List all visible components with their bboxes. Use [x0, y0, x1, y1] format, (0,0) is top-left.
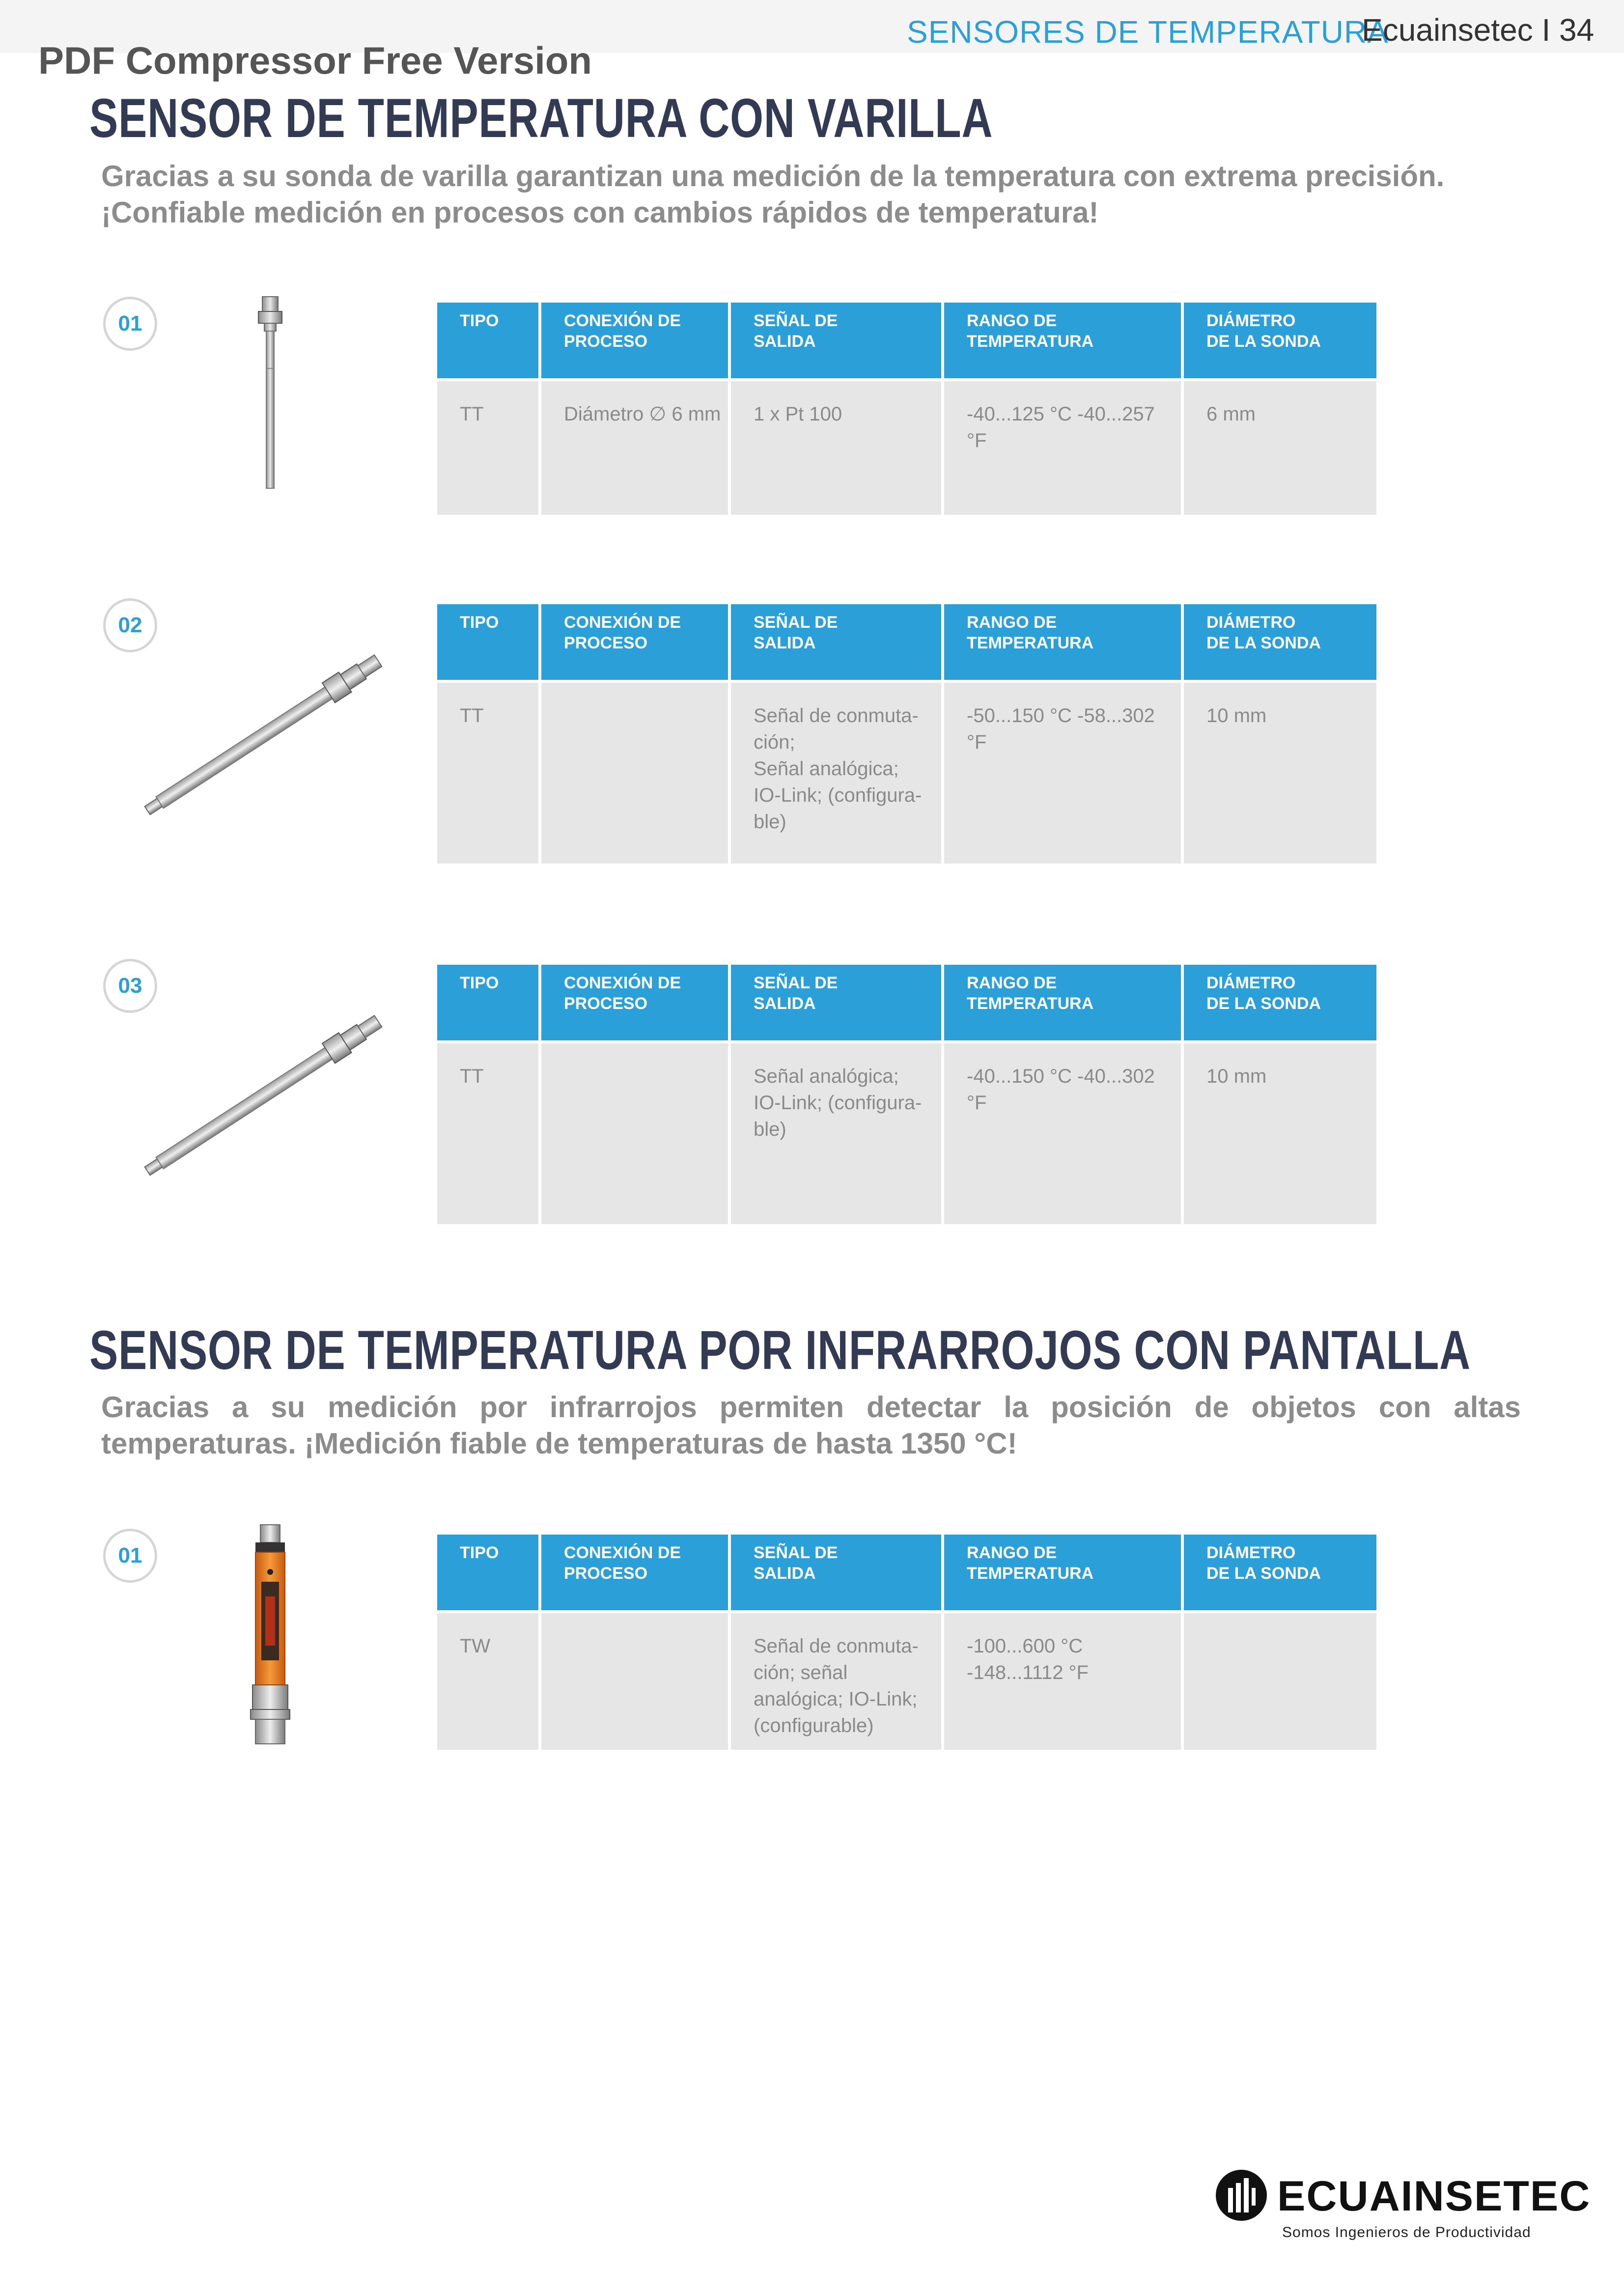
- header-text: DE LA SONDA: [1206, 332, 1321, 351]
- header-text: TEMPERATURA: [967, 332, 1094, 351]
- cell-line: °F: [967, 731, 987, 753]
- header-senal: [731, 604, 941, 680]
- header-text: PROCESO: [564, 332, 648, 351]
- header-rango: [944, 303, 1181, 378]
- cell-conexion: [541, 683, 728, 864]
- cell-line: Señal analógica;: [754, 758, 899, 780]
- cell-line: -100...600 °C: [967, 1635, 1083, 1657]
- header-conexion: [541, 1535, 728, 1610]
- cell-line: ción; señal: [754, 1662, 848, 1683]
- product-badge: 01: [103, 297, 157, 351]
- header-text: DIÁMETRO: [1206, 974, 1296, 992]
- header-rango: [944, 604, 1181, 680]
- cell-tipo: TT: [437, 1043, 538, 1224]
- logo-mark-icon: [1214, 2168, 1268, 2222]
- header-text: TEMPERATURA: [967, 1564, 1094, 1583]
- header-text: RANGO DE: [967, 974, 1057, 992]
- cell-diametro: 10 mm: [1184, 1043, 1376, 1224]
- infrared-sensor-image: [236, 1523, 305, 1749]
- cell-line: 1 x Pt 100: [754, 403, 842, 425]
- header-text: DIÁMETRO: [1206, 1543, 1296, 1562]
- product-table: [437, 604, 1376, 864]
- company-logo: [1214, 2163, 1591, 2252]
- header-senal: [731, 1535, 941, 1610]
- table-row: [437, 381, 1376, 515]
- header-text: SALIDA: [754, 634, 816, 652]
- cell-line: -148...1112 °F: [967, 1662, 1089, 1683]
- rod-sensor-image: [138, 984, 403, 1181]
- cell-rango: [944, 683, 1181, 864]
- header-text: RANGO DE: [967, 311, 1057, 330]
- product-badge: 01: [103, 1529, 157, 1583]
- product-badge: 02: [103, 598, 157, 652]
- table-row: [437, 1613, 1376, 1750]
- cell-line: ción;: [754, 731, 795, 753]
- cell-line: IO-Link; (configura-: [754, 784, 922, 806]
- header-text: SALIDA: [754, 994, 816, 1013]
- header-text: DIÁMETRO: [1206, 613, 1296, 632]
- product-table: [437, 1535, 1376, 1750]
- cell-diametro: [1184, 1613, 1376, 1750]
- cell-line: °F: [967, 1092, 987, 1114]
- header-page-number: Ecuainsetec I 34: [1362, 12, 1595, 48]
- table-header-row: [437, 604, 1376, 680]
- cell-senal: [731, 683, 941, 864]
- cell-line: ble): [754, 1119, 786, 1140]
- header-senal: [731, 965, 941, 1040]
- cell-rango: [944, 1043, 1181, 1224]
- header-diametro: [1184, 303, 1376, 378]
- cell-line: -40...125 °C -40...257: [967, 403, 1155, 425]
- section2-desc-line2: temperaturas. ¡Medición fiable de temperaturas de hasta 1350 °C!: [101, 1427, 1017, 1460]
- header-rango: [944, 1535, 1181, 1610]
- section2-title: SENSOR DE TEMPERATURA POR INFRARROJOS CON PANTALLA: [89, 1319, 1471, 1381]
- cell-line: Señal analógica;: [754, 1065, 899, 1087]
- cell-tipo: TT: [437, 381, 538, 515]
- header-text: DE LA SONDA: [1206, 994, 1321, 1013]
- cell-rango: [944, 1613, 1181, 1750]
- cell-diametro: 6 mm: [1184, 381, 1376, 515]
- header-senal: [731, 303, 941, 378]
- cell-conexion: [541, 1043, 728, 1224]
- header-tipo: TIPO: [437, 965, 538, 1040]
- cell-line: °F: [967, 430, 987, 451]
- cell-tipo: TT: [437, 683, 538, 864]
- section1-description: [101, 158, 1521, 231]
- cell-line: Señal de conmuta-: [754, 1635, 919, 1657]
- header-text: SALIDA: [754, 332, 816, 351]
- header-text: TEMPERATURA: [967, 634, 1094, 652]
- section1-desc-line2: ¡Confiable medición en procesos con cambios rápidos de temperatura!: [101, 196, 1099, 229]
- cell-line: analógica; IO-Link;: [754, 1688, 918, 1710]
- header-diametro: [1184, 604, 1376, 680]
- rod-sensor-image: [241, 290, 300, 496]
- table-row: [437, 1043, 1376, 1224]
- header-text: PROCESO: [564, 634, 648, 652]
- header-text: SEÑAL DE: [754, 613, 838, 632]
- table-row: [437, 683, 1376, 864]
- header-text: RANGO DE: [967, 613, 1057, 632]
- header-section-label: SENSORES DE TEMPERATURA: [907, 14, 1389, 50]
- header-conexion: [541, 303, 728, 378]
- section1-desc-line1: Gracias a su sonda de varilla garantizan una medición de la temperatura con extrema precisión.: [101, 160, 1445, 193]
- cell-senal: [731, 1043, 941, 1224]
- cell-diametro: 10 mm: [1184, 683, 1376, 864]
- header-text: SEÑAL DE: [754, 311, 838, 330]
- header-text: TEMPERATURA: [967, 994, 1094, 1013]
- logo-name: ECUAINSETEC: [1277, 2173, 1591, 2220]
- cell-rango: [944, 381, 1181, 515]
- header-tipo: TIPO: [437, 303, 538, 378]
- header-text: CONEXIÓN DE: [564, 1543, 681, 1562]
- header-text: DE LA SONDA: [1206, 634, 1321, 652]
- header-text: SALIDA: [754, 1564, 816, 1583]
- header-tipo: TIPO: [437, 1535, 538, 1610]
- section2-desc-line1: Gracias a su medición por infrarrojos permiten detectar la posición de objetos con altas: [101, 1391, 1521, 1424]
- cell-conexion: Diámetro ∅ 6 mm: [541, 381, 728, 515]
- table-header-row: [437, 303, 1376, 378]
- header-text: PROCESO: [564, 1564, 648, 1583]
- header-diametro: [1184, 965, 1376, 1040]
- cell-senal: [731, 1613, 941, 1750]
- product-table: [437, 303, 1376, 515]
- cell-line: IO-Link; (configura-: [754, 1092, 922, 1114]
- header-conexion: [541, 965, 728, 1040]
- product-table: [437, 965, 1376, 1224]
- header-text: PROCESO: [564, 994, 648, 1013]
- watermark: PDF Compressor Free Version: [38, 39, 592, 82]
- header-text: DIÁMETRO: [1206, 311, 1296, 330]
- table-header-row: [437, 965, 1376, 1040]
- cell-line: (configurable): [754, 1715, 874, 1736]
- header-text: RANGO DE: [967, 1543, 1057, 1562]
- cell-line: -40...150 °C -40...302: [967, 1065, 1155, 1087]
- header-text: SEÑAL DE: [754, 974, 838, 992]
- cell-line: ble): [754, 811, 786, 833]
- header-text: CONEXIÓN DE: [564, 311, 681, 330]
- section2-description: [101, 1389, 1521, 1462]
- header-text: CONEXIÓN DE: [564, 613, 681, 632]
- header-text: SEÑAL DE: [754, 1543, 838, 1562]
- rod-sensor-image: [138, 624, 403, 820]
- header-text: DE LA SONDA: [1206, 1564, 1321, 1583]
- header-conexion: [541, 604, 728, 680]
- header-rango: [944, 965, 1181, 1040]
- cell-tipo: TW: [437, 1613, 538, 1750]
- header-diametro: [1184, 1535, 1376, 1610]
- header-text: CONEXIÓN DE: [564, 974, 681, 992]
- cell-conexion: [541, 1613, 728, 1750]
- cell-line: Señal de conmuta-: [754, 705, 919, 727]
- logo-tagline: Somos Ingenieros de Productividad: [1282, 2224, 1531, 2240]
- product-badge: 03: [103, 959, 157, 1013]
- cell-senal: [731, 381, 941, 515]
- header-tipo: TIPO: [437, 604, 538, 680]
- table-header-row: [437, 1535, 1376, 1610]
- section1-title: SENSOR DE TEMPERATURA CON VARILLA: [89, 87, 993, 149]
- cell-line: -50...150 °C -58...302: [967, 705, 1155, 727]
